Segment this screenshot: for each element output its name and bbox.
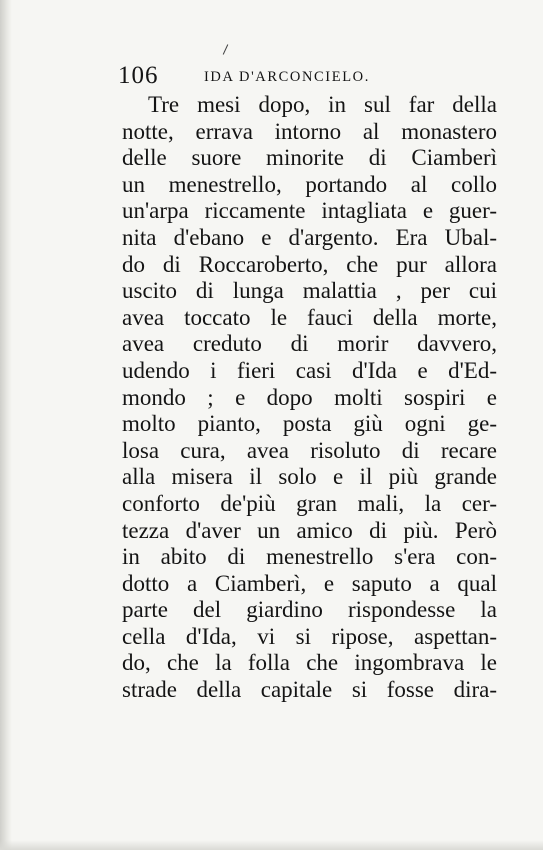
text-line: avea toccato le fauci della morte, <box>122 304 497 330</box>
text-line: un menestrello, portando al collo <box>122 171 497 197</box>
body-text <box>122 92 497 704</box>
text-line: Tre mesi dopo, in sul far della <box>148 92 497 117</box>
text-line: delle suore minorite di Ciamberì <box>122 145 497 171</box>
text-line: in abito di menestrello s'era con- <box>122 544 497 570</box>
text-line: do di Roccaroberto, che pur allora <box>122 251 497 277</box>
text-line: alla misera il solo e il più grande <box>122 464 497 490</box>
page-bottom-shadow <box>0 840 543 850</box>
text-line: molto pianto, posta giù ogni ge- <box>122 411 497 437</box>
text-line: tezza d'aver un amico di più. Però <box>122 517 497 543</box>
text-line: mondo ; e dopo molti sospiri e <box>122 384 497 410</box>
page-number: 106 <box>118 62 159 89</box>
text-line: do, che la folla che ingombrava le <box>122 650 497 676</box>
text-line: avea creduto di morir davvero, <box>122 331 497 357</box>
page-header <box>118 62 498 90</box>
text-line: nita d'ebano e d'argento. Era Ubal- <box>122 224 497 250</box>
text-line: cella d'Ida, vi si ripose, aspettan- <box>122 623 497 649</box>
text-line: dotto a Ciamberì, e saputo a qual <box>122 570 497 596</box>
text-line: un'arpa riccamente intagliata e guer- <box>122 198 497 224</box>
text-line: udendo i fieri casi d'Ida e d'Ed- <box>122 357 497 383</box>
text-line: strade della capitale si fosse dira- <box>122 677 497 703</box>
text-line: uscito di lunga malattia , per cui <box>122 278 497 304</box>
running-title: IDA D'ARCONCIELO. <box>204 69 370 85</box>
text-line: notte, errava intorno al monastero <box>122 118 497 144</box>
stray-ink-mark <box>223 44 229 54</box>
page-edge-shadow <box>0 0 12 850</box>
text-line: parte del giardino rispondesse la <box>122 597 497 623</box>
text-line: conforto de'più gran mali, la cer- <box>122 490 497 516</box>
text-line: losa cura, avea risoluto di recare <box>122 437 497 463</box>
